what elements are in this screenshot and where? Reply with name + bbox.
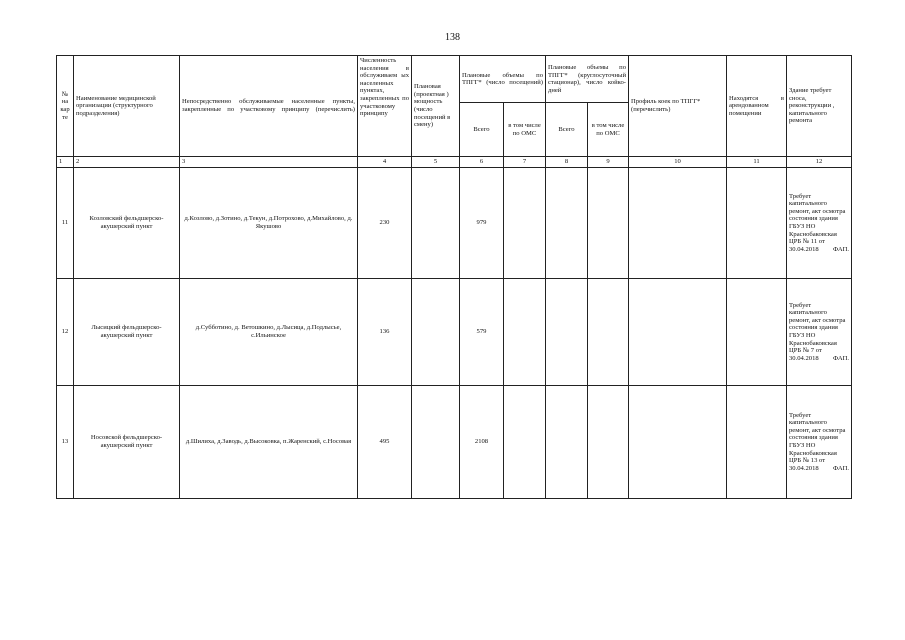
rented (727, 168, 787, 279)
row-number: 13 (57, 386, 74, 499)
settlements: д.Субботино, д. Ветошкино, д.Лысица, д.Подлысье, с.Ильинское (180, 279, 358, 386)
page-number: 138 (445, 32, 460, 43)
capacity (412, 279, 460, 386)
table-row (57, 279, 852, 386)
settlements: д.Шилиха, д.Заводь, д.Высоковка, п.Жаренский, с.Носовая (180, 386, 358, 499)
header-row (57, 56, 852, 103)
table-row (57, 168, 852, 279)
building-note: Требует капитального ремонт, акт осмотра состояния здания ГБУЗ НО Краснобаковская ЦРБ № 11 от 30.04.2018 ФАП. (787, 168, 852, 279)
header-col6: Всего (460, 103, 504, 157)
visits-oms (504, 279, 546, 386)
header-col8: Всего (546, 103, 588, 157)
column-number: 12 (787, 157, 852, 168)
column-number: 9 (588, 157, 629, 168)
row-number: 12 (57, 279, 74, 386)
population: 136 (358, 279, 412, 386)
beds-oms (588, 168, 629, 279)
column-number: 6 (460, 157, 504, 168)
header-col3: Непосредственно обслуживаемые населенные пункты, закрепленные по участковому принципу (перечислить) (180, 56, 358, 157)
facilities-table (56, 55, 852, 499)
row-number: 11 (57, 168, 74, 279)
header-beds-group: Плановые объемы по ТПГГ* (круглосуточный стационар), число койко-дней (546, 56, 629, 103)
column-number: 5 (412, 157, 460, 168)
header-col1: № на кар те (57, 56, 74, 157)
beds-total (546, 168, 588, 279)
header-col4: Численность населения в обслуживаем ых населенных пунктах, закрепленных по участковому принципу (358, 56, 412, 157)
capacity (412, 386, 460, 499)
facility-name: Лысицкий фельдшерско-акушерский пункт (74, 279, 180, 386)
bed-profile (629, 386, 727, 499)
visits-total: 979 (460, 168, 504, 279)
rented (727, 279, 787, 386)
capacity (412, 168, 460, 279)
column-number-row (57, 157, 852, 168)
table-row (57, 386, 852, 499)
header-col11: Находятся в арендованном помещении (727, 56, 787, 157)
column-number: 4 (358, 157, 412, 168)
population: 495 (358, 386, 412, 499)
settlements: д.Козлово, д.Зотино, д.Текун, д.Потрохово, д.Михайлово, д. Якушово (180, 168, 358, 279)
population: 230 (358, 168, 412, 279)
building-note: Требует капитального ремонт, акт осмотра состояния здания ГБУЗ НО Краснобаковская ЦРБ № 7 от 30.04.2018 ФАП. (787, 279, 852, 386)
beds-oms (588, 386, 629, 499)
column-number: 8 (546, 157, 588, 168)
facility-name: Носовской фельдшерско-акушерский пункт (74, 386, 180, 499)
bed-profile (629, 279, 727, 386)
column-number: 11 (727, 157, 787, 168)
bed-profile (629, 168, 727, 279)
beds-total (546, 279, 588, 386)
header-visits-group: Плановые объемы по ТПГГ* (число посещений) (460, 56, 546, 103)
column-number: 10 (629, 157, 727, 168)
column-number: 2 (74, 157, 180, 168)
header-col2: Наименование медицинской организации (структурного подразделения) (74, 56, 180, 157)
column-number: 1 (57, 157, 74, 168)
visits-total: 2108 (460, 386, 504, 499)
header-col7: в том числе по ОМС (504, 103, 546, 157)
visits-oms (504, 386, 546, 499)
header-col5: Плановая (проектная ) мощность (число посещений в смену) (412, 56, 460, 157)
header-col10: Профиль коек по ТПГГ* (перечислить) (629, 56, 727, 157)
header-col9: в том числе по ОМС (588, 103, 629, 157)
visits-total: 579 (460, 279, 504, 386)
column-number: 3 (180, 157, 358, 168)
rented (727, 386, 787, 499)
beds-total (546, 386, 588, 499)
visits-oms (504, 168, 546, 279)
building-note: Требует капитального ремонт, акт осмотра состояния здания ГБУЗ НО Краснобаковская ЦРБ № 13 от 30.04.2018 ФАП. (787, 386, 852, 499)
beds-oms (588, 279, 629, 386)
header-col12: Здание требует сноса, реконструкции , капитального ремонта (787, 56, 852, 157)
facility-name: Козловский фельдшерско-акушерский пункт (74, 168, 180, 279)
column-number: 7 (504, 157, 546, 168)
